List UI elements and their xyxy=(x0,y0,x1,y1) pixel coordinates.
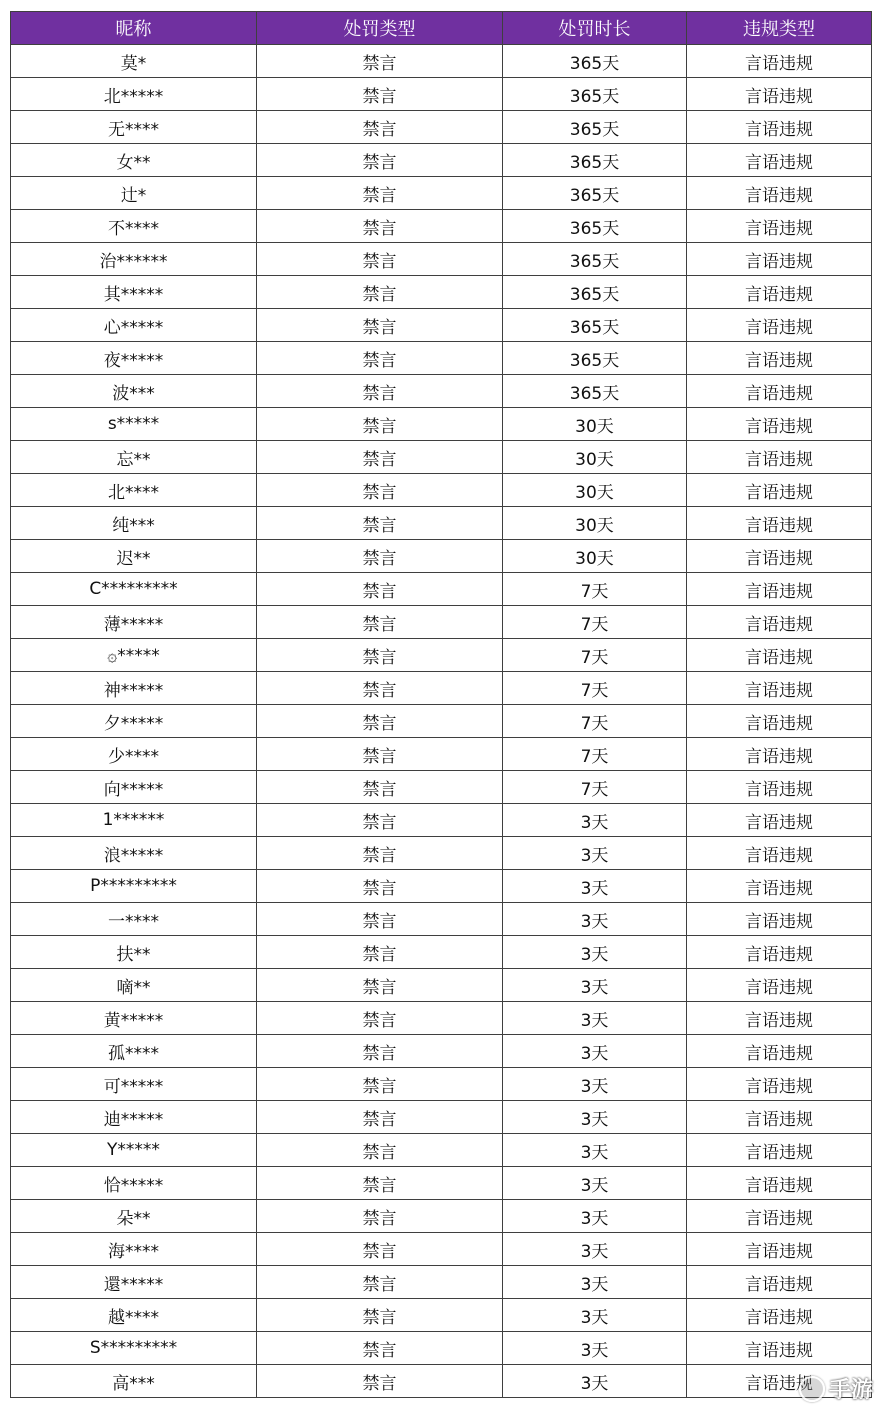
cell-penalty-type: 禁言 xyxy=(257,738,503,771)
cell-penalty-duration: 365天 xyxy=(503,111,687,144)
cell-violation-type: 言语违规 xyxy=(687,111,872,144)
cell-penalty-type: 禁言 xyxy=(257,1035,503,1068)
cell-nickname: 海**** xyxy=(11,1233,257,1266)
table-row xyxy=(11,1035,872,1068)
cell-nickname: 夕***** xyxy=(11,705,257,738)
cell-violation-type: 言语违规 xyxy=(687,936,872,969)
table-row xyxy=(11,969,872,1002)
site-logo-icon xyxy=(799,1376,825,1402)
table-row xyxy=(11,606,872,639)
cell-violation-type: 言语违规 xyxy=(687,1035,872,1068)
table-row xyxy=(11,342,872,375)
cell-violation-type: 言语违规 xyxy=(687,1167,872,1200)
cell-penalty-type: 禁言 xyxy=(257,1365,503,1398)
cell-violation-type: 言语违规 xyxy=(687,375,872,408)
cell-violation-type: 言语违规 xyxy=(687,1365,872,1398)
cell-nickname: 纯*** xyxy=(11,507,257,540)
cell-penalty-type: 禁言 xyxy=(257,1068,503,1101)
cell-penalty-type: 禁言 xyxy=(257,78,503,111)
cell-nickname: 1****** xyxy=(11,804,257,837)
table-row xyxy=(11,441,872,474)
cell-penalty-type: 禁言 xyxy=(257,969,503,1002)
cell-penalty-duration: 3天 xyxy=(503,1101,687,1134)
cell-penalty-duration: 365天 xyxy=(503,78,687,111)
cell-nickname: 不**** xyxy=(11,210,257,243)
cell-violation-type: 言语违规 xyxy=(687,1002,872,1035)
table-row xyxy=(11,1002,872,1035)
table-header xyxy=(11,12,872,45)
cell-penalty-type: 禁言 xyxy=(257,1233,503,1266)
cell-nickname: 少**** xyxy=(11,738,257,771)
table-row xyxy=(11,1167,872,1200)
cell-penalty-type: 禁言 xyxy=(257,672,503,705)
table-row xyxy=(11,1332,872,1365)
cell-violation-type: 言语违规 xyxy=(687,78,872,111)
cell-penalty-type: 禁言 xyxy=(257,45,503,78)
cell-violation-type: 言语违规 xyxy=(687,276,872,309)
cell-violation-type: 言语违规 xyxy=(687,1200,872,1233)
cell-penalty-duration: 7天 xyxy=(503,639,687,672)
cell-nickname: 心***** xyxy=(11,309,257,342)
cell-nickname: 波*** xyxy=(11,375,257,408)
cell-penalty-type: 禁言 xyxy=(257,771,503,804)
cell-violation-type: 言语违规 xyxy=(687,144,872,177)
cell-nickname: 浪***** xyxy=(11,837,257,870)
cell-penalty-type: 禁言 xyxy=(257,441,503,474)
cell-nickname: 嘀** xyxy=(11,969,257,1002)
cell-penalty-duration: 3天 xyxy=(503,1266,687,1299)
table-row xyxy=(11,309,872,342)
header-violation-type: 违规类型 xyxy=(687,12,872,45)
cell-penalty-duration: 30天 xyxy=(503,474,687,507)
table-row xyxy=(11,1068,872,1101)
table-row xyxy=(11,1134,872,1167)
cell-penalty-type: 禁言 xyxy=(257,507,503,540)
table-row xyxy=(11,45,872,78)
cell-violation-type: 言语违规 xyxy=(687,903,872,936)
cell-penalty-duration: 30天 xyxy=(503,507,687,540)
cell-penalty-type: 禁言 xyxy=(257,1299,503,1332)
cell-penalty-type: 禁言 xyxy=(257,936,503,969)
cell-penalty-duration: 3天 xyxy=(503,969,687,1002)
cell-nickname: 忘** xyxy=(11,441,257,474)
cell-penalty-duration: 365天 xyxy=(503,210,687,243)
cell-penalty-duration: 30天 xyxy=(503,441,687,474)
penalty-table xyxy=(10,11,872,1398)
cell-violation-type: 言语违规 xyxy=(687,474,872,507)
cell-penalty-type: 禁言 xyxy=(257,408,503,441)
cell-penalty-duration: 3天 xyxy=(503,1035,687,1068)
cell-penalty-type: 禁言 xyxy=(257,804,503,837)
cell-penalty-type: 禁言 xyxy=(257,837,503,870)
cell-penalty-type: 禁言 xyxy=(257,210,503,243)
cell-violation-type: 言语违规 xyxy=(687,738,872,771)
cell-nickname: 一**** xyxy=(11,903,257,936)
cell-violation-type: 言语违规 xyxy=(687,177,872,210)
cell-penalty-type: 禁言 xyxy=(257,276,503,309)
cell-violation-type: 言语违规 xyxy=(687,441,872,474)
cell-nickname: s***** xyxy=(11,408,257,441)
cell-penalty-type: 禁言 xyxy=(257,243,503,276)
cell-nickname: 向***** xyxy=(11,771,257,804)
cell-penalty-type: 禁言 xyxy=(257,639,503,672)
cell-penalty-type: 禁言 xyxy=(257,705,503,738)
cell-nickname: 迟** xyxy=(11,540,257,573)
cell-penalty-duration: 7天 xyxy=(503,738,687,771)
cell-nickname: S********* xyxy=(11,1332,257,1365)
cell-violation-type: 言语违规 xyxy=(687,1332,872,1365)
cell-penalty-duration: 7天 xyxy=(503,606,687,639)
cell-penalty-type: 禁言 xyxy=(257,870,503,903)
cell-penalty-type: 禁言 xyxy=(257,309,503,342)
cell-nickname: Y***** xyxy=(11,1134,257,1167)
cell-nickname: P********* xyxy=(11,870,257,903)
cell-penalty-duration: 3天 xyxy=(503,936,687,969)
header-row xyxy=(11,12,872,45)
cell-violation-type: 言语违规 xyxy=(687,507,872,540)
cell-nickname: 孤**** xyxy=(11,1035,257,1068)
cell-nickname: 迪***** xyxy=(11,1101,257,1134)
table-body xyxy=(11,45,872,1398)
cell-penalty-type: 禁言 xyxy=(257,177,503,210)
table-row xyxy=(11,276,872,309)
table-row xyxy=(11,1365,872,1398)
cell-penalty-duration: 3天 xyxy=(503,1068,687,1101)
cell-violation-type: 言语违规 xyxy=(687,45,872,78)
table-row xyxy=(11,1233,872,1266)
cell-penalty-duration: 7天 xyxy=(503,573,687,606)
watermark-text: 手游 xyxy=(828,1378,873,1403)
table-row xyxy=(11,144,872,177)
cell-nickname: 女** xyxy=(11,144,257,177)
cell-nickname: 神***** xyxy=(11,672,257,705)
cell-nickname: 夜***** xyxy=(11,342,257,375)
cell-nickname: 北**** xyxy=(11,474,257,507)
cell-penalty-duration: 3天 xyxy=(503,1365,687,1398)
cell-penalty-duration: 3天 xyxy=(503,870,687,903)
table-row xyxy=(11,1101,872,1134)
cell-penalty-duration: 365天 xyxy=(503,342,687,375)
cell-nickname: ۞***** xyxy=(11,639,257,672)
cell-nickname: C********* xyxy=(11,573,257,606)
cell-penalty-type: 禁言 xyxy=(257,1200,503,1233)
cell-penalty-duration: 3天 xyxy=(503,804,687,837)
cell-penalty-type: 禁言 xyxy=(257,573,503,606)
table-row xyxy=(11,936,872,969)
cell-penalty-duration: 365天 xyxy=(503,177,687,210)
cell-nickname: 扶** xyxy=(11,936,257,969)
cell-violation-type: 言语违规 xyxy=(687,969,872,1002)
cell-violation-type: 言语违规 xyxy=(687,1233,872,1266)
table-row xyxy=(11,705,872,738)
cell-penalty-type: 禁言 xyxy=(257,342,503,375)
cell-violation-type: 言语违规 xyxy=(687,804,872,837)
table-row xyxy=(11,573,872,606)
table-row xyxy=(11,771,872,804)
cell-penalty-type: 禁言 xyxy=(257,474,503,507)
cell-nickname: 莫* xyxy=(11,45,257,78)
cell-penalty-duration: 3天 xyxy=(503,1233,687,1266)
cell-violation-type: 言语违规 xyxy=(687,540,872,573)
cell-violation-type: 言语违规 xyxy=(687,639,872,672)
table-row xyxy=(11,1299,872,1332)
table-row xyxy=(11,408,872,441)
cell-violation-type: 言语违规 xyxy=(687,342,872,375)
cell-violation-type: 言语违规 xyxy=(687,705,872,738)
cell-penalty-duration: 365天 xyxy=(503,375,687,408)
cell-penalty-duration: 7天 xyxy=(503,672,687,705)
cell-violation-type: 言语违规 xyxy=(687,771,872,804)
cell-violation-type: 言语违规 xyxy=(687,870,872,903)
cell-nickname: 朵** xyxy=(11,1200,257,1233)
header-nickname: 昵称 xyxy=(11,12,257,45)
table-row xyxy=(11,78,872,111)
header-penalty-type: 处罚类型 xyxy=(257,12,503,45)
table-row xyxy=(11,540,872,573)
watermark xyxy=(799,1373,873,1404)
cell-nickname: 越**** xyxy=(11,1299,257,1332)
cell-penalty-duration: 30天 xyxy=(503,408,687,441)
table-row xyxy=(11,111,872,144)
cell-violation-type: 言语违规 xyxy=(687,606,872,639)
cell-violation-type: 言语违规 xyxy=(687,210,872,243)
cell-penalty-duration: 30天 xyxy=(503,540,687,573)
cell-penalty-type: 禁言 xyxy=(257,111,503,144)
cell-penalty-type: 禁言 xyxy=(257,1167,503,1200)
cell-violation-type: 言语违规 xyxy=(687,1266,872,1299)
cell-penalty-type: 禁言 xyxy=(257,144,503,177)
cell-penalty-duration: 3天 xyxy=(503,903,687,936)
cell-penalty-type: 禁言 xyxy=(257,1134,503,1167)
cell-penalty-duration: 365天 xyxy=(503,144,687,177)
cell-nickname: 恰***** xyxy=(11,1167,257,1200)
table-row xyxy=(11,870,872,903)
cell-penalty-duration: 365天 xyxy=(503,276,687,309)
cell-penalty-type: 禁言 xyxy=(257,1332,503,1365)
table-row xyxy=(11,804,872,837)
table-row xyxy=(11,375,872,408)
cell-nickname: 无**** xyxy=(11,111,257,144)
cell-violation-type: 言语违规 xyxy=(687,1134,872,1167)
cell-violation-type: 言语违规 xyxy=(687,309,872,342)
table-row xyxy=(11,672,872,705)
table-row xyxy=(11,837,872,870)
cell-penalty-duration: 3天 xyxy=(503,1332,687,1365)
table-row xyxy=(11,1200,872,1233)
cell-violation-type: 言语违规 xyxy=(687,837,872,870)
cell-nickname: 北***** xyxy=(11,78,257,111)
cell-penalty-duration: 3天 xyxy=(503,1200,687,1233)
cell-penalty-duration: 365天 xyxy=(503,309,687,342)
cell-violation-type: 言语违规 xyxy=(687,573,872,606)
header-penalty-duration: 处罚时长 xyxy=(503,12,687,45)
cell-penalty-duration: 3天 xyxy=(503,1299,687,1332)
cell-violation-type: 言语违规 xyxy=(687,1101,872,1134)
cell-penalty-duration: 3天 xyxy=(503,1134,687,1167)
cell-nickname: 黄***** xyxy=(11,1002,257,1035)
cell-penalty-type: 禁言 xyxy=(257,606,503,639)
table-row xyxy=(11,738,872,771)
cell-violation-type: 言语违规 xyxy=(687,408,872,441)
cell-nickname: 可***** xyxy=(11,1068,257,1101)
cell-nickname: 其***** xyxy=(11,276,257,309)
cell-penalty-duration: 7天 xyxy=(503,771,687,804)
table-row xyxy=(11,1266,872,1299)
cell-penalty-type: 禁言 xyxy=(257,1101,503,1134)
table-row xyxy=(11,639,872,672)
cell-penalty-type: 禁言 xyxy=(257,1266,503,1299)
cell-penalty-type: 禁言 xyxy=(257,1002,503,1035)
cell-penalty-duration: 365天 xyxy=(503,45,687,78)
cell-violation-type: 言语违规 xyxy=(687,243,872,276)
cell-penalty-duration: 365天 xyxy=(503,243,687,276)
cell-nickname: 薄***** xyxy=(11,606,257,639)
table-row xyxy=(11,903,872,936)
cell-penalty-duration: 3天 xyxy=(503,1002,687,1035)
cell-violation-type: 言语违规 xyxy=(687,1068,872,1101)
table-row xyxy=(11,507,872,540)
table-row xyxy=(11,243,872,276)
cell-penalty-duration: 3天 xyxy=(503,1167,687,1200)
cell-penalty-duration: 7天 xyxy=(503,705,687,738)
cell-nickname: 還***** xyxy=(11,1266,257,1299)
cell-penalty-type: 禁言 xyxy=(257,903,503,936)
table-row xyxy=(11,210,872,243)
cell-violation-type: 言语违规 xyxy=(687,672,872,705)
cell-nickname: 辻* xyxy=(11,177,257,210)
table-row xyxy=(11,474,872,507)
cell-nickname: 治****** xyxy=(11,243,257,276)
cell-nickname: 高*** xyxy=(11,1365,257,1398)
cell-penalty-type: 禁言 xyxy=(257,375,503,408)
cell-penalty-duration: 3天 xyxy=(503,837,687,870)
table-row xyxy=(11,177,872,210)
cell-violation-type: 言语违规 xyxy=(687,1299,872,1332)
cell-penalty-type: 禁言 xyxy=(257,540,503,573)
